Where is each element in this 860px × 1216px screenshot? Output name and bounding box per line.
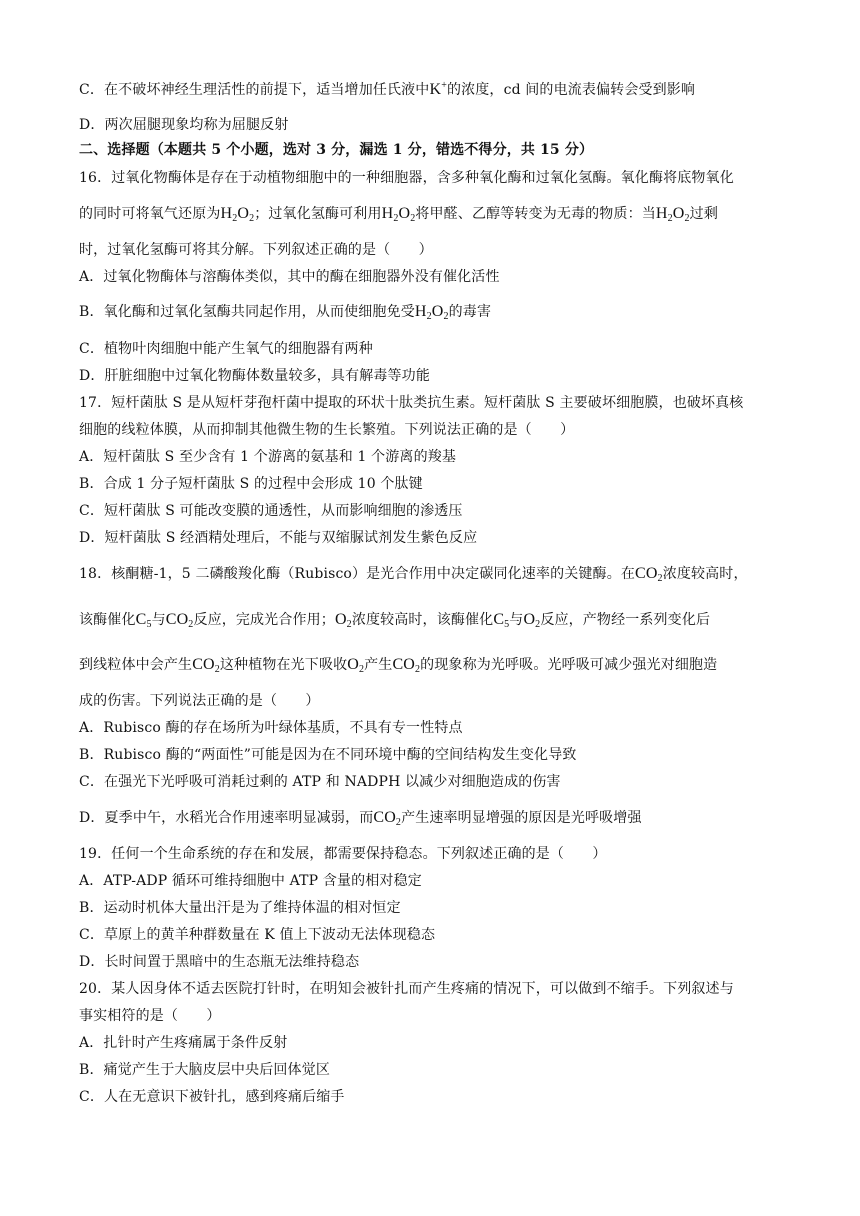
q15-option-c <box>79 80 785 100</box>
q17-stem-line-1: 17．短杆菌肽 S 是从短杆芽孢杆菌中提取的环状十肽类抗生素。短杆菌肽 S 主要破坏细胞膜，也破坏真核 <box>79 395 744 411</box>
q17-option-b: B．合成 1 分子短杆菌肽 S 的过程中会形成 10 个肽键 <box>79 476 423 492</box>
formula-co2: $CO_2$ <box>392 656 421 675</box>
formula-co2: $CO_2$ <box>635 565 663 584</box>
q19-stem-line-1: 19．任何一个生命系统的存在和发展，都需要保持稳态。下列叙述正确的是（ ） <box>79 846 607 862</box>
q16-option-a: A．过氧化物酶体与溶酶体类似，其中的酶在细胞器外没有催化活性 <box>79 269 500 285</box>
q19-option-d: D．长时间置于黑暗中的生态瓶无法维持稳态 <box>79 954 360 970</box>
formula-co2: $CO_2$ <box>192 656 220 675</box>
q18-stem-line-4: 成的伤害。下列说法正确的是（ ） <box>79 693 320 709</box>
q20-stem-line-2: 事实相符的是（ ） <box>79 1008 221 1024</box>
q20-option-c: C．人在无意识下被针扎，感到疼痛后缩手 <box>79 1089 345 1105</box>
q15-option-c-text-b: 的浓度，cd 间的电流表偏转会受到影响 <box>446 82 696 98</box>
q18-option-a: A．Rubisco 酶的存在场所为叶绿体基质，不具有专一性特点 <box>79 720 463 736</box>
q17-option-a: A．短杆菌肽 S 至少含有 1 个游离的氨基和 1 个游离的羧基 <box>79 449 457 465</box>
q20-option-a: A．扎针时产生疼痛属于条件反射 <box>79 1035 288 1051</box>
formula-h2o2: $H_2O_2$ <box>414 303 449 322</box>
q18-option-d: D．夏季中午，水稻光合作用速率明显减弱，而$CO_2$产生速率明显增强的原因是光呼吸增强 <box>79 809 642 828</box>
formula-c5: $C_5$ <box>135 611 152 630</box>
q16-option-c: C．植物叶肉细胞中能产生氧气的细胞器有两种 <box>79 341 373 357</box>
formula-o2: $O_2$ <box>347 656 365 675</box>
q16-stem-line-3: 时，过氧化氢酶可将其分解。下列叙述正确的是（ ） <box>79 242 433 258</box>
formula-h2o2: $H_2O_2$ <box>655 205 690 224</box>
formula-co2: $CO_2$ <box>373 809 402 828</box>
formula-co2: $CO_2$ <box>165 611 194 630</box>
section-2-heading: 二、选择题（本题共 5 个小题，选对 3 分，漏选 1 分，错选不得分，共 15 分） <box>79 142 594 158</box>
q17-option-d: D．短杆菌肽 S 经酒精处理后，不能与双缩脲试剂发生紫色反应 <box>79 530 478 546</box>
q17-option-c: C．短杆菌肽 S 可能改变膜的通透性，从而影响细胞的渗透压 <box>79 503 463 519</box>
formula-o2: $O_2$ <box>523 611 541 630</box>
q16-option-b: B．氧化酶和过氧化氢酶共同起作用，从而使细胞免受$H_2O_2$的毒害 <box>79 303 492 322</box>
q15-option-d: D．两次屈腿现象均称为屈腿反射 <box>79 117 289 133</box>
formula-c5: $C_5$ <box>493 611 510 630</box>
q18-option-b: B．Rubisco 酶的“两面性”可能是因为在不同环境中酶的空间结构发生变化导致 <box>79 747 577 763</box>
q19-option-c: C．草原上的黄羊种群数量在 K 值上下波动无法体现稳态 <box>79 927 436 943</box>
formula-o2: $O_2$ <box>334 611 352 630</box>
q19-option-b: B．运动时机体大量出汗是为了维持体温的相对恒定 <box>79 900 401 916</box>
q16-stem-line-2: 的同时可将氧气还原为$H_2O_2$；过氧化氢酶可利用$H_2O_2$将甲醛、乙醇等转变为无毒的物质：当$H_2O_2$过剩 <box>79 205 718 224</box>
q18-stem-line-3: 到线粒体中会产生$CO_2$这种植物在光下吸收$O_2$产生$CO_2$的现象称为光呼吸。光呼吸可减少强光对细胞造 <box>79 656 718 675</box>
formula-h2o2: $H_2O_2$ <box>220 205 255 224</box>
q20-stem-line-1: 20．某人因身体不适去医院打针时，在明知会被针扎而产生疼痛的情况下，可以做到不缩手。下列叙述与 <box>79 981 734 997</box>
q18-option-c: C．在强光下光呼吸可消耗过剩的 ATP 和 NADPH 以减少对细胞造成的伤害 <box>79 774 561 790</box>
q20-option-b: B．痛觉产生于大脑皮层中央后回体觉区 <box>79 1062 330 1078</box>
formula-h2o2: $H_2O_2$ <box>381 205 416 224</box>
q17-stem-line-2: 细胞的线粒体膜，从而抑制其他微生物的生长繁殖。下列说法正确的是（ ） <box>79 422 575 438</box>
q18-stem-line-1: 18．核酮糖-1，5 二磷酸羧化酶（Rubisco）是光合作用中决定碳同化速率的关键酶。在$CO_2$浓度较高时， <box>79 565 748 584</box>
q16-stem-line-1: 16．过氧化物酶体是存在于动植物细胞中的一种细胞器，含多种氧化酶和过氧化氢酶。氧化酶将底物氧化 <box>79 170 734 186</box>
q18-stem-line-2: 该酶催化$C_5$与$CO_2$反应，完成光合作用；$O_2$浓度较高时，该酶催化$C_5$与$O_2$反应，产物经一系列变化后 <box>79 611 711 630</box>
formula-k-ion: K+ <box>429 80 447 98</box>
q16-option-d: D．肝脏细胞中过氧化物酶体数量较多，具有解毒等功能 <box>79 368 430 384</box>
q15-option-c-text-a: C．在不破坏神经生理活性的前提下，适当增加任氏液中 <box>79 82 430 98</box>
q19-option-a: A．ATP-ADP 循环可维持细胞中 ATP 含量的相对稳定 <box>79 873 422 889</box>
